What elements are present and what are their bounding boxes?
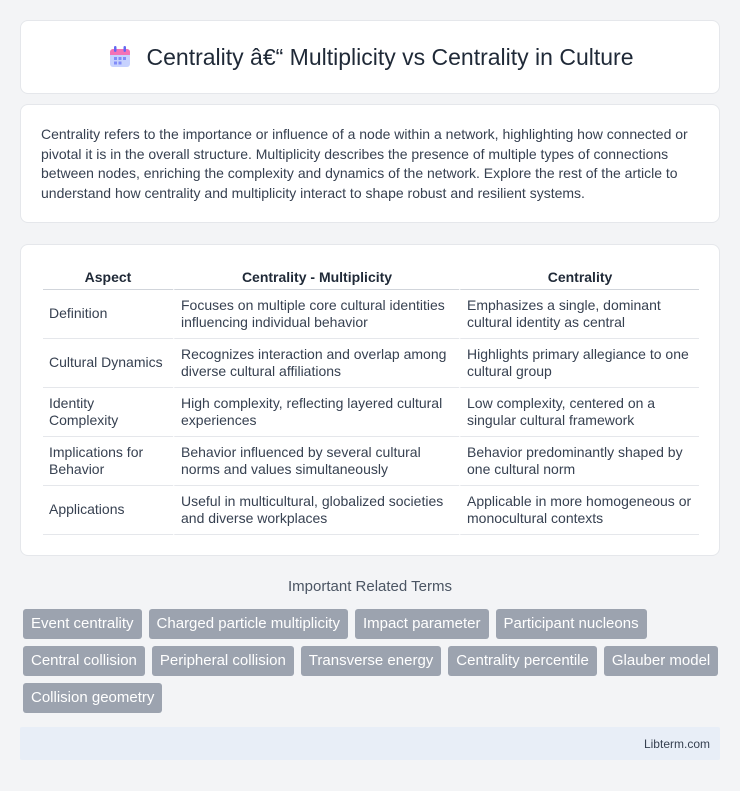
- related-terms-list: [23, 609, 723, 713]
- intro-card: [20, 104, 720, 223]
- tag-peripheral-collision[interactable]: Peripheral collision: [152, 646, 294, 676]
- table-row: [43, 486, 699, 535]
- related-terms-title: Important Related Terms: [288, 578, 452, 595]
- row-multiplicity: Behavior influenced by several cultural norms and values simultaneously: [173, 437, 459, 486]
- tag-central-collision[interactable]: Central collision: [23, 646, 145, 676]
- footer: [20, 727, 720, 760]
- comparison-table-card: [20, 244, 720, 556]
- calendar-icon: [107, 44, 133, 70]
- row-centrality: Highlights primary allegiance to one cultural group: [459, 339, 699, 388]
- row-centrality: Applicable in more homogeneous or monocultural contexts: [459, 486, 699, 535]
- table-header-row: [43, 265, 699, 290]
- row-multiplicity: High complexity, reflecting layered cultural experiences: [173, 388, 459, 437]
- row-multiplicity: Useful in multicultural, globalized societies and diverse workplaces: [173, 486, 459, 535]
- row-aspect: Cultural Dynamics: [43, 339, 173, 388]
- row-centrality: Emphasizes a single, dominant cultural identity as central: [459, 290, 699, 339]
- table-row: [43, 339, 699, 388]
- tag-participant-nucleons[interactable]: Participant nucleons: [496, 609, 647, 639]
- tag-centrality-percentile[interactable]: Centrality percentile: [448, 646, 597, 676]
- header-aspect: Aspect: [43, 265, 173, 290]
- footer-site-link[interactable]: Libterm.com: [643, 736, 710, 751]
- comparison-table: [43, 265, 699, 535]
- table-row: [43, 290, 699, 339]
- header-card: [20, 20, 720, 94]
- row-multiplicity: Focuses on multiple core cultural identities influencing individual behavior: [173, 290, 459, 339]
- tag-charged-particle-multiplicity[interactable]: Charged particle multiplicity: [149, 609, 348, 639]
- page-title: Centrality â€“ Multiplicity vs Centrality in Culture: [146, 43, 634, 70]
- row-centrality: Low complexity, centered on a singular cultural framework: [459, 388, 699, 437]
- header-centrality-multiplicity: Centrality - Multiplicity: [173, 265, 459, 290]
- tag-impact-parameter[interactable]: Impact parameter: [355, 609, 489, 639]
- table-row: [43, 388, 699, 437]
- header-centrality: Centrality: [459, 265, 699, 290]
- row-aspect: Definition: [43, 290, 173, 339]
- tag-transverse-energy[interactable]: Transverse energy: [301, 646, 442, 676]
- title-wrap: [107, 44, 634, 71]
- row-aspect: Applications: [43, 486, 173, 535]
- row-aspect: Identity Complexity: [43, 388, 173, 437]
- row-aspect: Implications for Behavior: [43, 437, 173, 486]
- table-row: [43, 437, 699, 486]
- tag-collision-geometry[interactable]: Collision geometry: [23, 683, 162, 713]
- tag-glauber-model[interactable]: Glauber model: [604, 646, 718, 676]
- row-centrality: Behavior predominantly shaped by one cultural norm: [459, 437, 699, 486]
- intro-text: Centrality refers to the importance or influence of a node within a network, highlighting how connected or pivotal it is in the overall structure. Multiplicity describes the presence of multiple types of connections between nodes, enriching the complexity and dynamics of the network. Explore the rest of the article to understand how centrality and multiplicity interact to shape robust and resilient systems.: [41, 126, 688, 201]
- row-multiplicity: Recognizes interaction and overlap among diverse cultural affiliations: [173, 339, 459, 388]
- tag-event-centrality[interactable]: Event centrality: [23, 609, 142, 639]
